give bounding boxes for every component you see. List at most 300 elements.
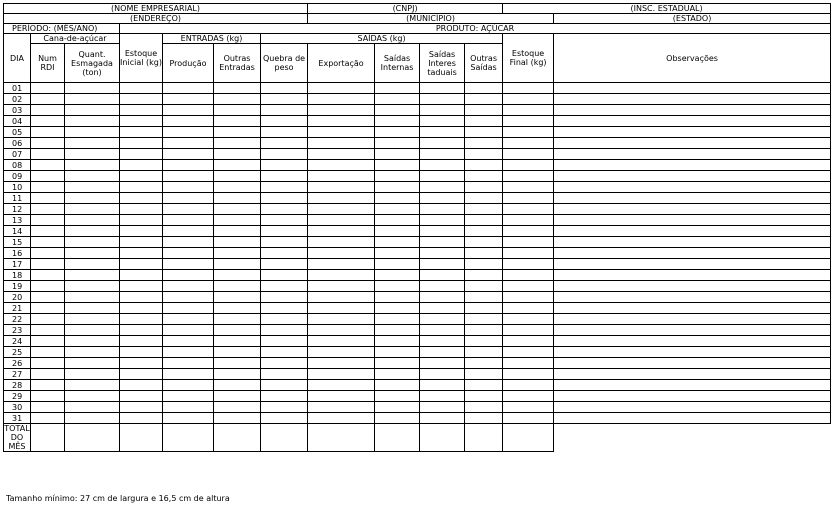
entry-cell xyxy=(375,369,420,380)
entry-cell xyxy=(503,83,554,94)
insc-estadual-cell: (INSC. ESTADUAL) xyxy=(503,4,831,14)
entry-cell xyxy=(308,226,375,237)
day-row xyxy=(4,270,831,281)
entry-cell xyxy=(308,358,375,369)
entry-cell xyxy=(31,270,65,281)
entry-cell xyxy=(163,149,214,160)
entry-cell xyxy=(65,83,120,94)
entry-cell xyxy=(214,259,261,270)
entry-cell xyxy=(420,204,465,215)
entry-cell xyxy=(465,380,503,391)
day-row xyxy=(4,281,831,292)
col-outras-entradas: Outras Entradas xyxy=(214,44,261,83)
total-cell xyxy=(65,424,120,452)
entry-cell xyxy=(465,391,503,402)
day-row xyxy=(4,193,831,204)
col-num-rdi: Num RDI xyxy=(31,44,65,83)
entry-cell xyxy=(214,314,261,325)
entry-cell xyxy=(554,226,831,237)
entry-cell xyxy=(465,314,503,325)
registro-table xyxy=(3,3,831,452)
entry-cell xyxy=(214,94,261,105)
entry-cell xyxy=(31,402,65,413)
entry-cell xyxy=(465,83,503,94)
col-group-cana: Cana-de-açúcar xyxy=(31,34,120,44)
day-number: 15 xyxy=(4,237,31,248)
entry-cell xyxy=(375,281,420,292)
entry-cell xyxy=(163,281,214,292)
total-cell xyxy=(308,424,375,452)
entry-cell xyxy=(214,303,261,314)
entry-cell xyxy=(163,270,214,281)
entry-cell xyxy=(308,83,375,94)
entry-cell xyxy=(120,83,163,94)
entry-cell xyxy=(420,358,465,369)
day-number: 01 xyxy=(4,83,31,94)
day-number: 12 xyxy=(4,204,31,215)
entry-cell xyxy=(120,105,163,116)
entry-cell xyxy=(465,281,503,292)
entry-cell xyxy=(375,204,420,215)
day-row xyxy=(4,94,831,105)
col-observacoes: Observações xyxy=(554,34,831,83)
entry-cell xyxy=(120,138,163,149)
entry-cell xyxy=(31,138,65,149)
entry-cell xyxy=(465,413,503,424)
entry-cell xyxy=(420,182,465,193)
entry-cell xyxy=(308,237,375,248)
day-row xyxy=(4,149,831,160)
day-row xyxy=(4,204,831,215)
entry-cell xyxy=(503,182,554,193)
entry-cell xyxy=(308,281,375,292)
entry-cell xyxy=(120,281,163,292)
entry-cell xyxy=(120,94,163,105)
entry-cell xyxy=(163,83,214,94)
total-label: TOTAL DO MÊS xyxy=(4,424,30,451)
entry-cell xyxy=(261,116,308,127)
entry-cell xyxy=(31,116,65,127)
day-row xyxy=(4,292,831,303)
entry-cell xyxy=(65,369,120,380)
entry-cell xyxy=(65,94,120,105)
total-cell xyxy=(120,424,163,452)
entry-cell xyxy=(420,127,465,138)
entry-cell xyxy=(261,248,308,259)
entry-cell xyxy=(420,347,465,358)
entry-cell xyxy=(308,149,375,160)
entry-cell xyxy=(375,171,420,182)
col-saidas-internas: Saídas Internas xyxy=(375,44,420,83)
entry-cell xyxy=(261,347,308,358)
day-number: 04 xyxy=(4,116,31,127)
col-group-entradas: ENTRADAS (kg) xyxy=(163,34,261,44)
day-row xyxy=(4,160,831,171)
col-estoque-final: Estoque Final (kg) xyxy=(503,34,554,83)
entry-cell xyxy=(465,204,503,215)
entry-cell xyxy=(214,369,261,380)
entry-cell xyxy=(214,292,261,303)
col-quebra-peso: Quebra de peso xyxy=(261,44,308,83)
entry-cell xyxy=(420,138,465,149)
entry-cell xyxy=(31,314,65,325)
entry-cell xyxy=(420,237,465,248)
entry-cell xyxy=(31,413,65,424)
entry-cell xyxy=(65,325,120,336)
entry-cell xyxy=(163,237,214,248)
day-number: 16 xyxy=(4,248,31,259)
entry-cell xyxy=(375,391,420,402)
entry-cell xyxy=(120,226,163,237)
total-cell xyxy=(503,424,554,452)
entry-cell xyxy=(465,215,503,226)
entry-cell xyxy=(31,83,65,94)
entry-cell xyxy=(65,116,120,127)
total-blank xyxy=(554,424,831,452)
entry-cell xyxy=(120,413,163,424)
entry-cell xyxy=(554,259,831,270)
day-number: 18 xyxy=(4,270,31,281)
entry-cell xyxy=(554,193,831,204)
entry-cell xyxy=(554,281,831,292)
entry-cell xyxy=(65,226,120,237)
entry-cell xyxy=(261,237,308,248)
day-row xyxy=(4,314,831,325)
entry-cell xyxy=(308,215,375,226)
entry-cell xyxy=(120,270,163,281)
entry-cell xyxy=(65,127,120,138)
entry-cell xyxy=(554,94,831,105)
entry-cell xyxy=(261,171,308,182)
entry-cell xyxy=(308,127,375,138)
entry-cell xyxy=(554,336,831,347)
entry-cell xyxy=(120,402,163,413)
day-number: 13 xyxy=(4,215,31,226)
entry-cell xyxy=(261,204,308,215)
cnpj-cell: (CNPJ) xyxy=(308,4,503,14)
entry-cell xyxy=(308,402,375,413)
entry-cell xyxy=(261,292,308,303)
entry-cell xyxy=(308,391,375,402)
entry-cell xyxy=(465,402,503,413)
entry-cell xyxy=(120,160,163,171)
entry-cell xyxy=(261,380,308,391)
entry-cell xyxy=(420,259,465,270)
entry-cell xyxy=(375,402,420,413)
livro-registro-sheet xyxy=(3,3,830,452)
entry-cell xyxy=(65,402,120,413)
entry-cell xyxy=(261,314,308,325)
entry-cell xyxy=(503,138,554,149)
day-number: 19 xyxy=(4,281,31,292)
day-number: 31 xyxy=(4,413,31,424)
entry-cell xyxy=(308,105,375,116)
entry-cell xyxy=(65,292,120,303)
entry-cell xyxy=(65,347,120,358)
entry-cell xyxy=(214,347,261,358)
entry-cell xyxy=(31,325,65,336)
entry-cell xyxy=(308,204,375,215)
entry-cell xyxy=(420,325,465,336)
day-row xyxy=(4,380,831,391)
entry-cell xyxy=(214,358,261,369)
entry-cell xyxy=(554,358,831,369)
entry-cell xyxy=(465,160,503,171)
entry-cell xyxy=(214,83,261,94)
entry-cell xyxy=(120,182,163,193)
day-number: 20 xyxy=(4,292,31,303)
entry-cell xyxy=(554,270,831,281)
entry-cell xyxy=(214,149,261,160)
entry-cell xyxy=(214,380,261,391)
entry-cell xyxy=(214,105,261,116)
entry-cell xyxy=(31,358,65,369)
entry-cell xyxy=(465,259,503,270)
entry-cell xyxy=(31,380,65,391)
entry-cell xyxy=(65,193,120,204)
col-dia: DIA xyxy=(4,34,31,83)
entry-cell xyxy=(120,149,163,160)
day-row xyxy=(4,369,831,380)
entry-cell xyxy=(465,292,503,303)
entry-cell xyxy=(503,369,554,380)
entry-cell xyxy=(31,281,65,292)
entry-cell xyxy=(214,215,261,226)
entry-cell xyxy=(420,215,465,226)
day-number: 24 xyxy=(4,336,31,347)
entry-cell xyxy=(503,127,554,138)
day-number: 26 xyxy=(4,358,31,369)
entry-cell xyxy=(554,369,831,380)
entry-cell xyxy=(163,380,214,391)
header-row-2 xyxy=(4,14,831,24)
entry-cell xyxy=(375,292,420,303)
entry-cell xyxy=(503,292,554,303)
entry-cell xyxy=(554,204,831,215)
entry-cell xyxy=(65,237,120,248)
entry-cell xyxy=(503,226,554,237)
entry-cell xyxy=(375,347,420,358)
entry-cell xyxy=(214,391,261,402)
entry-cell xyxy=(308,116,375,127)
day-row xyxy=(4,413,831,424)
day-number: 09 xyxy=(4,171,31,182)
entry-cell xyxy=(163,215,214,226)
entry-cell xyxy=(120,303,163,314)
entry-cell xyxy=(120,171,163,182)
entry-cell xyxy=(420,281,465,292)
entry-cell xyxy=(163,391,214,402)
day-number: 14 xyxy=(4,226,31,237)
entry-cell xyxy=(503,237,554,248)
entry-cell xyxy=(261,83,308,94)
day-row xyxy=(4,248,831,259)
entry-cell xyxy=(65,358,120,369)
entry-cell xyxy=(503,215,554,226)
entry-cell xyxy=(163,369,214,380)
entry-cell xyxy=(261,281,308,292)
entry-cell xyxy=(554,248,831,259)
entry-cell xyxy=(308,292,375,303)
estado-cell: (ESTADO) xyxy=(554,14,831,24)
entry-cell xyxy=(503,347,554,358)
entry-cell xyxy=(65,171,120,182)
entry-cell xyxy=(420,292,465,303)
entry-cell xyxy=(163,325,214,336)
total-cell xyxy=(214,424,261,452)
entry-cell xyxy=(554,402,831,413)
entry-cell xyxy=(261,391,308,402)
nome-empresarial-cell: (NOME EMPRESARIAL) xyxy=(4,4,308,14)
entry-cell xyxy=(308,270,375,281)
entry-cell xyxy=(308,303,375,314)
entry-cell xyxy=(554,182,831,193)
entry-cell xyxy=(65,413,120,424)
entry-cell xyxy=(375,182,420,193)
entry-cell xyxy=(65,138,120,149)
entry-cell xyxy=(163,303,214,314)
entry-cell xyxy=(31,248,65,259)
entry-cell xyxy=(31,347,65,358)
entry-cell xyxy=(214,160,261,171)
entry-cell xyxy=(261,325,308,336)
entry-cell xyxy=(214,237,261,248)
entry-cell xyxy=(120,380,163,391)
entry-cell xyxy=(163,347,214,358)
entry-cell xyxy=(308,182,375,193)
entry-cell xyxy=(261,259,308,270)
day-number: 30 xyxy=(4,402,31,413)
day-number: 22 xyxy=(4,314,31,325)
day-number: 10 xyxy=(4,182,31,193)
entry-cell xyxy=(31,226,65,237)
entry-cell xyxy=(261,402,308,413)
entry-cell xyxy=(554,391,831,402)
entry-cell xyxy=(503,336,554,347)
entry-cell xyxy=(261,336,308,347)
entry-cell xyxy=(31,182,65,193)
entry-cell xyxy=(420,149,465,160)
col-saidas-interestaduais: Saídas Interes taduais xyxy=(420,44,465,83)
entry-cell xyxy=(554,237,831,248)
entry-cell xyxy=(163,314,214,325)
entry-cell xyxy=(214,270,261,281)
day-number: 11 xyxy=(4,193,31,204)
entry-cell xyxy=(375,94,420,105)
entry-cell xyxy=(120,347,163,358)
entry-cell xyxy=(420,116,465,127)
entry-cell xyxy=(375,259,420,270)
entry-cell xyxy=(163,171,214,182)
entry-cell xyxy=(375,138,420,149)
entry-cell xyxy=(214,226,261,237)
entry-cell xyxy=(261,215,308,226)
entry-cell xyxy=(163,182,214,193)
entry-cell xyxy=(120,248,163,259)
entry-cell xyxy=(420,83,465,94)
entry-cell xyxy=(214,336,261,347)
day-row xyxy=(4,237,831,248)
entry-cell xyxy=(375,193,420,204)
entry-cell xyxy=(465,171,503,182)
entry-cell xyxy=(31,391,65,402)
entry-cell xyxy=(120,391,163,402)
entry-cell xyxy=(120,204,163,215)
entry-cell xyxy=(375,358,420,369)
day-number: 05 xyxy=(4,127,31,138)
day-number: 27 xyxy=(4,369,31,380)
entry-cell xyxy=(31,127,65,138)
entry-cell xyxy=(261,105,308,116)
entry-cell xyxy=(214,182,261,193)
entry-cell xyxy=(261,182,308,193)
day-number: 28 xyxy=(4,380,31,391)
total-cell xyxy=(163,424,214,452)
entry-cell xyxy=(503,94,554,105)
entry-cell xyxy=(120,325,163,336)
entry-cell xyxy=(465,149,503,160)
entry-cell xyxy=(163,94,214,105)
entry-cell xyxy=(375,83,420,94)
entry-cell xyxy=(503,193,554,204)
entry-cell xyxy=(375,237,420,248)
entry-cell xyxy=(308,171,375,182)
total-cell xyxy=(261,424,308,452)
entry-cell xyxy=(465,182,503,193)
day-row xyxy=(4,336,831,347)
entry-cell xyxy=(31,193,65,204)
day-number: 25 xyxy=(4,347,31,358)
entry-cell xyxy=(120,259,163,270)
total-cell xyxy=(375,424,420,452)
entry-cell xyxy=(65,259,120,270)
entry-cell xyxy=(163,127,214,138)
entry-cell xyxy=(31,149,65,160)
entry-cell xyxy=(503,116,554,127)
header-row-3 xyxy=(4,24,831,34)
entry-cell xyxy=(465,237,503,248)
day-row xyxy=(4,116,831,127)
entry-cell xyxy=(375,314,420,325)
entry-cell xyxy=(31,160,65,171)
entry-cell xyxy=(420,391,465,402)
entry-cell xyxy=(261,270,308,281)
entry-cell xyxy=(420,171,465,182)
column-group-row xyxy=(4,34,831,44)
entry-cell xyxy=(503,281,554,292)
entry-cell xyxy=(308,248,375,259)
entry-cell xyxy=(554,149,831,160)
entry-cell xyxy=(308,380,375,391)
entry-cell xyxy=(465,336,503,347)
entry-cell xyxy=(420,413,465,424)
entry-cell xyxy=(120,193,163,204)
entry-cell xyxy=(503,380,554,391)
entry-cell xyxy=(375,149,420,160)
entry-cell xyxy=(65,270,120,281)
entry-cell xyxy=(375,105,420,116)
municipio-cell: (MUNICÍPIO) xyxy=(308,14,554,24)
day-row xyxy=(4,358,831,369)
entry-cell xyxy=(554,127,831,138)
entry-cell xyxy=(308,347,375,358)
entry-cell xyxy=(65,149,120,160)
entry-cell xyxy=(31,237,65,248)
entry-cell xyxy=(503,248,554,259)
entry-cell xyxy=(214,413,261,424)
day-row xyxy=(4,182,831,193)
entry-cell xyxy=(120,116,163,127)
